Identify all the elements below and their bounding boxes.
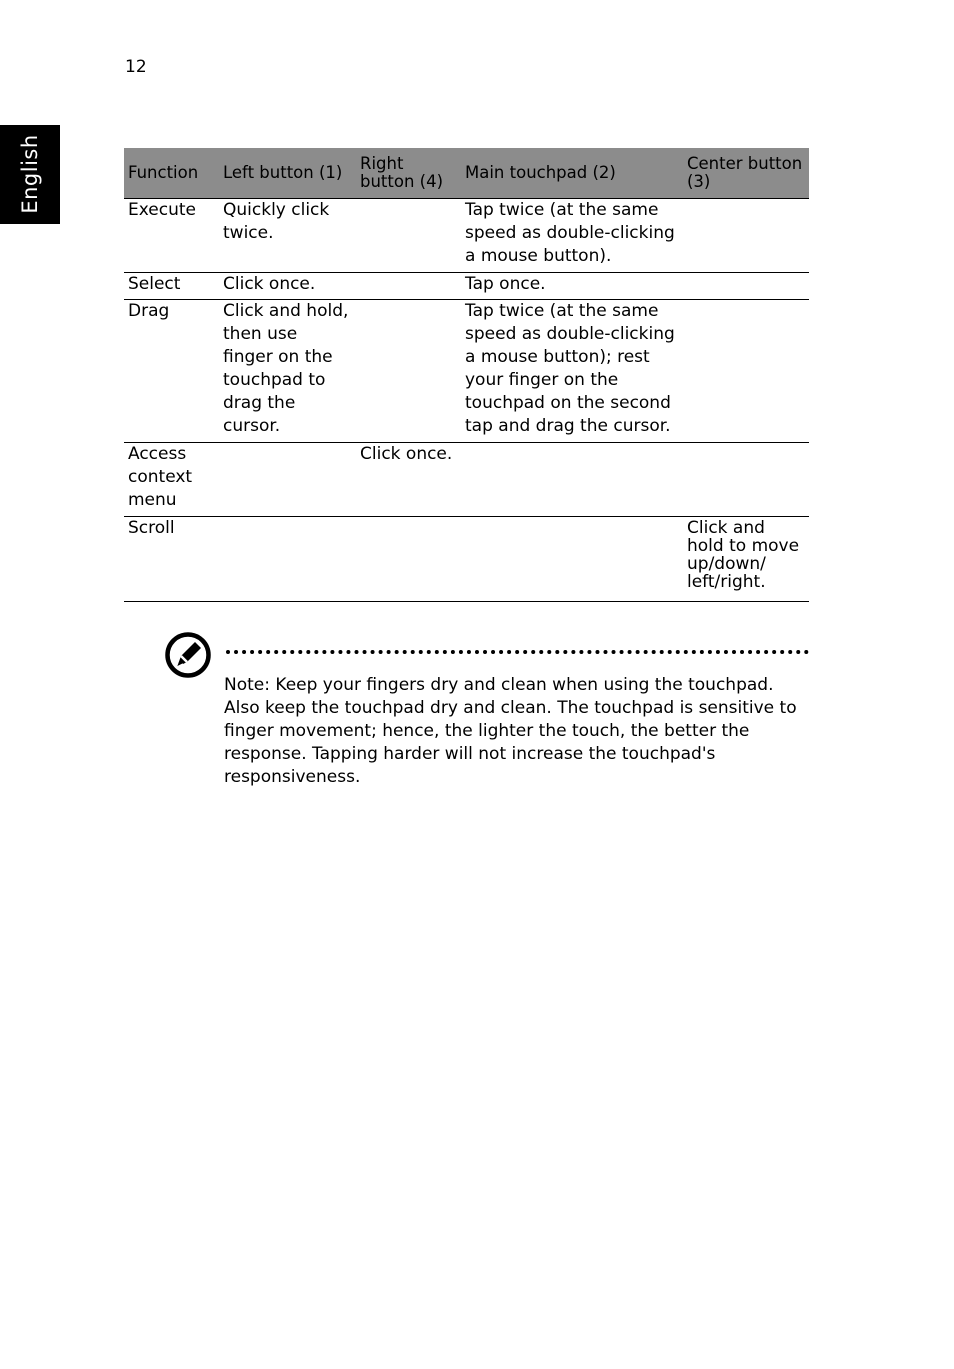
function-table bbox=[124, 148, 809, 602]
cell-right-button: Click once. bbox=[356, 443, 461, 517]
table-header-row bbox=[124, 148, 809, 199]
cell-right-button bbox=[356, 273, 461, 300]
page-number: 12 bbox=[125, 57, 147, 77]
cell-main-touchpad bbox=[461, 443, 683, 517]
table-row bbox=[124, 443, 809, 517]
note-divider bbox=[226, 650, 809, 654]
header-main-touchpad: Main touchpad (2) bbox=[461, 148, 683, 199]
note-label: Note: bbox=[224, 675, 270, 695]
note-icon bbox=[164, 631, 212, 679]
note-text bbox=[224, 674, 810, 789]
cell-main-touchpad: Tap twice (at the same speed as double-clicking a mouse button). bbox=[461, 199, 683, 273]
cell-main-touchpad bbox=[461, 517, 683, 602]
cell-function: Execute bbox=[124, 199, 219, 273]
language-tab bbox=[0, 125, 60, 224]
cell-center-button bbox=[683, 300, 809, 443]
header-function: Function bbox=[124, 148, 219, 199]
touchpad-functions-table bbox=[124, 148, 809, 602]
cell-right-button bbox=[356, 300, 461, 443]
cell-center-button bbox=[683, 443, 809, 517]
note-body: Keep your fingers dry and clean when using the touchpad. Also keep the touchpad dry and clean. The touchpad is sensitive to finger movement; hence, the lighter the touch, the better the response. Tapping harder will not increase the touchpad's responsiveness. bbox=[224, 675, 797, 787]
cell-function: Select bbox=[124, 273, 219, 300]
cell-center-button bbox=[683, 273, 809, 300]
cell-function: Scroll bbox=[124, 517, 219, 602]
header-center-button: Center button (3) bbox=[683, 148, 809, 199]
table-row bbox=[124, 300, 809, 443]
cell-left-button: Click and hold, then use finger on the touchpad to drag the cursor. bbox=[219, 300, 356, 443]
table-row bbox=[124, 273, 809, 300]
cell-function: Access context menu bbox=[124, 443, 219, 517]
cell-left-button: Click once. bbox=[219, 273, 356, 300]
cell-left-button bbox=[219, 443, 356, 517]
language-tab-label: English bbox=[18, 134, 42, 214]
cell-center-button bbox=[683, 199, 809, 273]
cell-left-button bbox=[219, 517, 356, 602]
cell-right-button bbox=[356, 517, 461, 602]
table-row bbox=[124, 517, 809, 602]
cell-function: Drag bbox=[124, 300, 219, 443]
cell-center-button: Click and hold to move up/down/ left/right. bbox=[683, 517, 809, 602]
cell-main-touchpad: Tap twice (at the same speed as double-clicking a mouse button); rest your finger on the touchpad on the second tap and drag the cursor. bbox=[461, 300, 683, 443]
header-left-button: Left button (1) bbox=[219, 148, 356, 199]
cell-main-touchpad: Tap once. bbox=[461, 273, 683, 300]
cell-right-button bbox=[356, 199, 461, 273]
header-right-button: Right button (4) bbox=[356, 148, 461, 199]
table-row bbox=[124, 199, 809, 273]
cell-left-button: Quickly click twice. bbox=[219, 199, 356, 273]
